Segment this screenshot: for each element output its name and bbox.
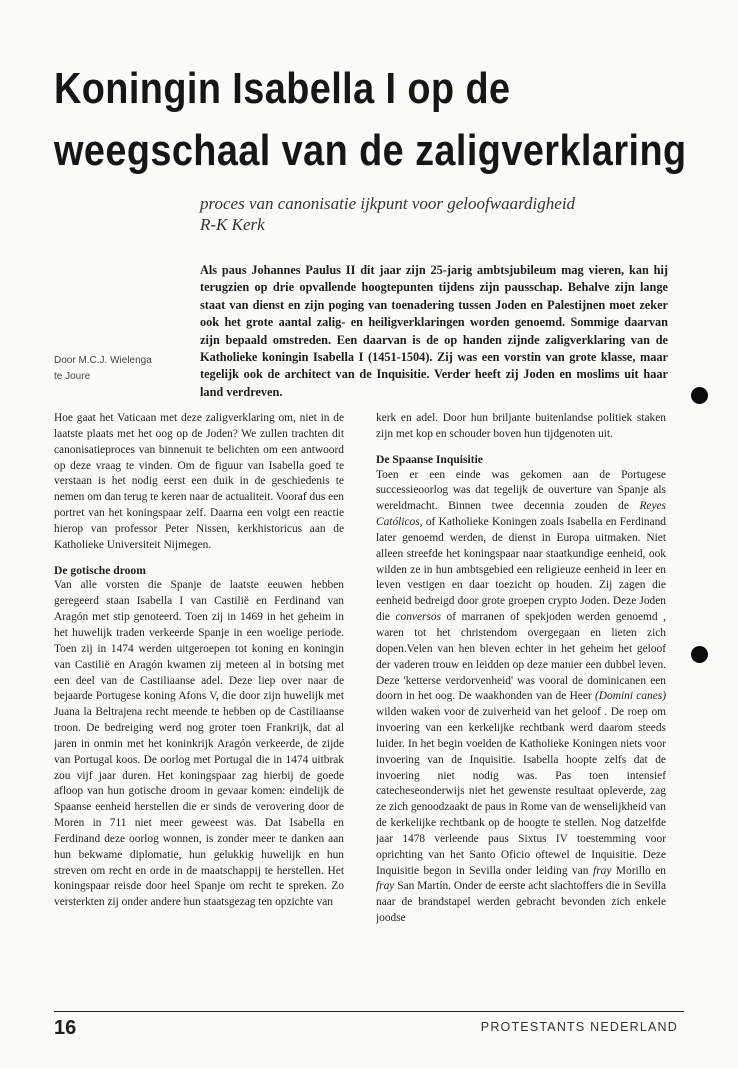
author-byline (54, 353, 189, 385)
margin-dot-marker (691, 646, 708, 663)
margin-dot-marker (691, 387, 708, 404)
inquisitie-paragraph (376, 468, 666, 927)
text-run: San Martín. Onder de eerste acht slachtoffers die in Sevilla naar de brandstapel werden gebracht bevonden zich enkele joodse (376, 880, 666, 925)
italic-term: fray (376, 880, 395, 893)
intro-paragraph: Hoe gaat het Vaticaan met deze zaligverklaring om, niet in de laatste plaats met het oog op de Joden? We zullen trachten dit canonisatieproces van binnenuit te belichten om een antwoord op deze vraag te vinden. Om de figuur van Isabella goed te verstaan is het nodig eerst een duik in de geschiedenis te nemen om dan terug te keren naar de actualiteit. Vooraf dus een portret van het koningspaar zelf. Daarna een volgt een reactie hierop van professor Peter Nissen, kerkhistoricus aan de Katholieke Universiteit Nijmegen. (54, 412, 344, 551)
italic-term: Reyes Católicos, (376, 500, 666, 529)
section-heading-spaanse-inquisitie: De Spaanse Inquisitie (376, 452, 483, 466)
left-column (54, 411, 344, 1009)
article-subtitle (200, 193, 670, 235)
text-run: Toen er een einde was gekomen aan de Portugese successieoorlog was dat tegelijk de ouverture van Spanje als wereldmacht. Binnen twee decennia zouden de (376, 468, 666, 513)
subtitle-line-1: proces van canonisatie ijkpunt voor geloofwaardigheid (200, 194, 576, 213)
italic-term: conversos (395, 611, 442, 624)
page-number: 16 (54, 1017, 77, 1039)
author-location: te Joure (54, 371, 91, 382)
footer-rule (54, 1011, 684, 1012)
text-run: of Katholieke Koningen zoals Isabella en Ferdinand later genoemd werden, de dienst in Europa uitmaken. Niet alleen streefde het koningspaar naar staatkundige eenheid, ook wilden ze in hun ambtsgebied een religieuze eenheid in leer en leven vestigen en daar toezicht op houden. Zij zagen die eenheid bedreigd door grote groepen crypto Joden. Deze Joden die (376, 516, 666, 624)
text-run: wilden waken voor de zuiverheid van het geloof . De roep om invoering van een kerkelijke rechtbank werd daarom steeds luider. In het begin voelden de Katholieke Koningen niets voor invoering van de Inquisitie. Isabella hoopte zelfs dat de invoering niet nodig was. Pas toen intensief catecheseonderwijs niet het gewenste resultaat opleverde, zag ze zich genoodzaakt de paus in Rome van de wenselijkheid van de kerkelijke rechtbank op de hoogte te stellen. Nog datzelfde jaar 1478 verleende paus Sixtus IV toestemming voor oprichting van het Santo Oficio oftewel de Inquisitie. Deze Inquisitie begon in Sevilla onder leiding van (376, 706, 666, 877)
subtitle-line-2: R-K Kerk (200, 215, 265, 234)
body-paragraph: Van alle vorsten die Spanje de laatste eeuwen hebben geregeerd staan Isabella I van Castilië en Ferdinand van Aragón met stip genoteerd. Toen zij in 1469 in het geheim in het huwelijk traden verkeerde Spanje in een woelige periode. Toen zij in 1474 werden uitgeroepen tot koning en koningin van Castilië en Aragón kwamen zij meteen al in botsing met een deel van de Castiliaanse adel. Deze liep over naar de bejaarde Portugese koning Afons V, die door zijn huwelijk met Juana la Beltrajena recht meende te hebben op de Castiliaanse troon. De bedreiging werd nog groter toen Frankrijk, dat al jaren in onmin met het koninkrijk Aragón verkeerde, de zijde van Portugal koos. De oorlog met Portugal die in 1474 uitbrak zou vijf jaar duren. Het koningspaar zag hierbij de goede afloop van hun gotische droom in gevaar komen: eindelijk de Spaanse eenheid herstellen die er sinds de verovering door de Moren in 711 niet meer geweest was. Dat Isabella en Ferdinand deze oorlog wonnen, is zonder meer te danken aan hun bekwame diplomatie, hun gelukkig huwelijk en hun streven om recht en orde in de maatschappij te herstellen. Het koningspaar reisde door heel Spanje om recht te spreken. Zo versterkten zij onder andere hun staatsgezag ten opzichte van (54, 579, 344, 909)
continuation-paragraph: kerk en adel. Door hun briljante buitenlandse politiek staken zijn met kop en schouder boven hun tijdgenoten uit. (376, 412, 666, 440)
author-name: Door M.C.J. Wielenga (54, 355, 152, 366)
article-title (54, 58, 687, 182)
italic-term: fray (593, 864, 612, 877)
title-line-1: Koningin Isabella I op de (54, 64, 511, 113)
text-run: of marranen of spekjoden werden genoemd , waren tot het christendom overgegaan en lieten zich dopen.Velen van hen bleven echter in het geheim het geloof der vaderen trouw en leidden op deze manier een dubbel leven. Deze 'ketterse verdorvenheid' was vooral de dominicanen een doorn in het oog. De waakhonden van de Heer (376, 611, 666, 703)
text-run: Morillo en (615, 864, 666, 877)
italic-term: (Domini canes) (595, 690, 666, 703)
title-line-2: weegschaal van de zaligverklaring (54, 126, 687, 175)
lead-paragraph: Als paus Johannes Paulus II dit jaar zijn 25-jarig ambtsjubileum mag vieren, kan hij terugzien op drie opvallende hoogtepunten tijdens zijn pausschap. Behalve zijn lange staat van dienst en zijn poging van toenadering tussen Joden en Palestijnen moet zeker ook het grote aantal zalig- en heiligverklaringen worden genoemd. Sommige daarvan zijn bepaald omstreden. Een daarvan is de op handen zijnde zaligverklaring van de Katholieke koningin Isabella I (1451-1504). Zij was een vorstin van grote klasse, maar tegelijk ook de architect van de Inquisitie. Verder heeft zij Joden en moslims uit haar land verdreven. (200, 263, 668, 399)
right-column (376, 411, 666, 1009)
section-heading-gotische-droom: De gotische droom (54, 563, 146, 577)
magazine-name: PROTESTANTS NEDERLAND (480, 1020, 678, 1034)
